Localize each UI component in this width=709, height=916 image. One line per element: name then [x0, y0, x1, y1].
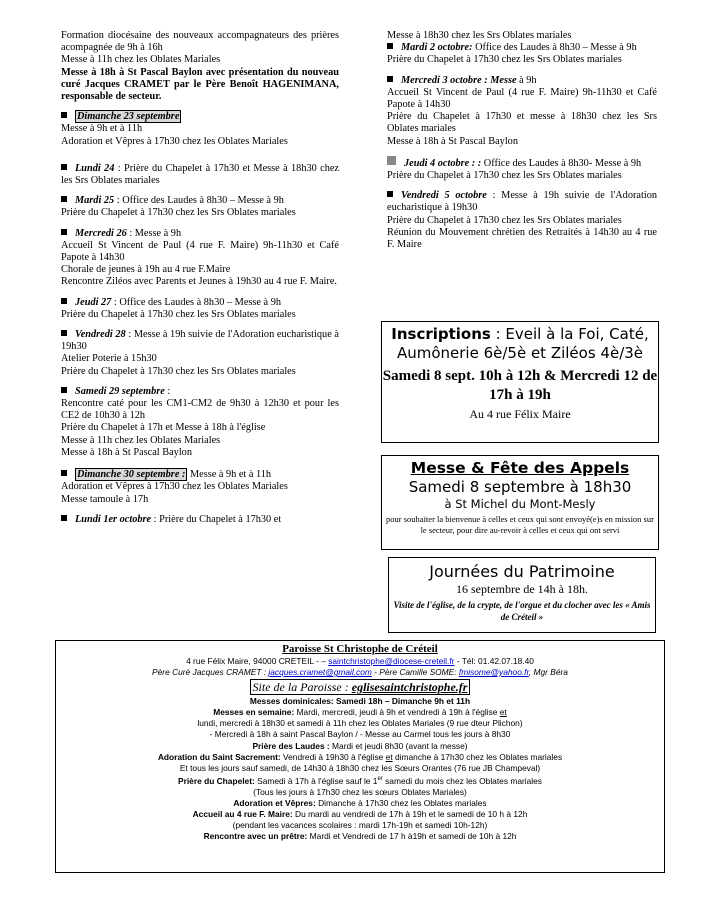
day-sunday-23: Dimanche 23 septembre — [61, 111, 339, 123]
right-column — [387, 30, 657, 251]
patrimoine-date: 16 septembre de 14h à 18h. — [456, 582, 588, 596]
saturday-29-line-4: Messe à 11h chez les Oblates Mariales — [61, 434, 221, 446]
day-thursday-27: Jeudi 27 : Office des Laudes à 8h30 – Messe à 9h — [61, 297, 339, 309]
footer-vepres: Adoration et Vêpres: Dimanche à 17h30 chez les Oblates mariales — [233, 797, 487, 808]
messe-appels-box — [381, 455, 659, 550]
day-saturday-29: Samedi 29 septembre : — [61, 386, 339, 398]
footer-week-masses: Messes en semaine: Mardi, mercredi, jeudi à 9h et vendredi à 19h à l'église et — [213, 707, 507, 718]
footer-adoration: Adoration du Saint Sacrement: Vendredi à 19h30 à l'église et dimanche à 17h30 chez les Oblates mariales — [157, 751, 563, 762]
wednesday-3-line-3: Prière du Chapelet à 17h30 et messe à 18h30 chez les Srs Oblates mariales — [387, 111, 657, 135]
day-tuesday-2: Mardi 2 octobre: Office des Laudes à 8h30 – Messe à 9h — [387, 42, 657, 54]
bullet-square-icon — [387, 156, 396, 165]
footer-chapelet: Prière du Chapelet: Samedi à 17h à l'église sauf le 1er samedi du mois chez les Oblates mariales — [178, 775, 542, 786]
footer-adoration-2: Et tous les jours sauf samedi, de 14h30 à 18h30 chez les Sœurs Orantes (76 rue JB Champeval) — [179, 762, 541, 773]
footer-laudes: Prière des Laudes : Mardi et jeudi 8h30 (avant la messe) — [252, 740, 468, 751]
inscriptions-dates: Samedi 8 sept. 10h à 12h & Mercredi 12 de 17h à 19h — [382, 368, 658, 403]
day-friday-28: Vendredi 28 : Messe à 19h suivie de l'Adoration eucharistique à 19h30 — [61, 329, 339, 353]
patrimoine-description: Visite de l'église, de la crypte, de l'orgue et du clocher avec les « Amis de Créteil » — [393, 600, 651, 622]
sunday-30-line-2: Adoration et Vêpres à 17h30 chez les Oblates Mariales — [61, 481, 288, 493]
day-monday-1: Lundi 1er octobre : Prière du Chapelet à 17h30 et — [61, 514, 339, 526]
wednesday-26-line-2: Accueil St Vincent de Paul (4 rue F. Maire) 9h-11h30 et Café Papote à 14h30 — [61, 239, 339, 264]
saturday-29-line-2: Rencontre caté pour les CM1-CM2 de 9h30 à 12h30 et pour les CE2 de 10h30 à 12h — [61, 398, 339, 422]
camille-email-link[interactable]: fmisome@yahoo.fr — [458, 667, 529, 678]
sunday-30-line-3: Messe tamoule à 17h — [61, 493, 149, 505]
bullet-square-icon — [387, 191, 393, 197]
wednesday-3-line-4: Messe à 18h à St Pascal Baylon — [387, 135, 518, 147]
intro-line-1: Formation diocésaine des nouveaux accompagnateurs des prières acompagnée de 9h à 16h — [61, 30, 339, 54]
wednesday-26-line-4: Rencontre Ziléos avec Parents et Jeunes à 19h30 au 4 rue F. Maire. — [61, 276, 337, 288]
bullet-square-icon — [61, 196, 67, 202]
day-wednesday-26: Mercredi 26 : Messe à 9h — [61, 228, 339, 240]
bullet-square-icon — [61, 229, 67, 235]
bullet-square-icon — [61, 164, 67, 170]
bullet-square-icon — [61, 515, 67, 521]
left-column — [61, 30, 339, 526]
sunday-23-line-1: Messe à 9h et à 11h — [61, 123, 143, 135]
bullet-square-icon — [61, 387, 67, 393]
footer-week-masses-2: lundi, mercredi à 18h30 et samedi à 11h chez les Oblates Mariales (9 rue dteur Plichon) — [197, 718, 523, 729]
parish-website-link[interactable]: eglisesaintchristophe.fr — [351, 680, 468, 695]
footer-chapelet-2: (Tous les jours à 17h30 chez les sœurs Oblates Mariales) — [253, 786, 467, 797]
messe-appels-place: à St Michel du Mont-Mesly — [444, 497, 596, 511]
sunday-23-line-2: Adoration et Vêpres à 17h30 chez les Oblates Mariales — [61, 135, 288, 147]
day-friday-5: Vendredi 5 octobre : Messe à 19h suivie de l'Adoration eucharistique à 19h30 — [387, 190, 657, 214]
day-tuesday-25: Mardi 25 : Office des Laudes à 8h30 – Messe à 9h — [61, 195, 339, 207]
bullet-square-icon — [61, 298, 67, 304]
thursday-4-line-2: Prière du Chapelet à 17h30 chez les Srs Oblates mariales — [387, 170, 622, 182]
footer-week-masses-3: - Mercredi à 18h à saint Pascal Baylon / - Messe au Carmel tous les jours à 8h30 — [209, 729, 511, 740]
bullet-square-icon — [387, 43, 393, 49]
parish-footer — [55, 640, 665, 873]
patrimoine-box — [388, 557, 656, 633]
bullet-square-icon — [61, 112, 67, 118]
footer-accueil-2: (pendant les vacances scolaires : mardi 17h-19h et samedi 10h-12h) — [232, 820, 488, 831]
bullet-square-icon — [61, 330, 67, 336]
day-monday-24: Lundi 24 : Prière du Chapelet à 17h30 et Messe à 18h30 chez les Srs Oblates mariales — [61, 162, 339, 187]
day-wednesday-3: Mercredi 3 octobre : Messe à 9h — [387, 75, 657, 87]
messe-appels-description: pour souhaiter la bienvenue à celles et ceux qui sont envoyé(e)s en mission sur le secteur, pour dire au-revoir à celles et ceux qui ont servi — [386, 514, 654, 535]
friday-5-line-2: Prière du Chapelet à 17h30 chez les Srs Oblates mariales — [387, 214, 622, 226]
inscriptions-title: Inscriptions : Eveil à la Foi, Caté, Aumônerie 6è/5è et Ziléos 4è/3è — [391, 325, 649, 362]
saturday-29-line-5: Messe à 18h à St Pascal Baylon — [61, 446, 192, 458]
inscriptions-place: Au 4 rue Félix Maire — [469, 407, 571, 421]
footer-title: Paroisse St Christophe de Créteil — [282, 643, 438, 655]
intro-line-2: Messe à 11h chez les Oblates Mariales — [61, 54, 221, 66]
bullet-square-icon — [387, 76, 393, 82]
friday-28-line-2: Atelier Poterie à 15h30 — [61, 353, 157, 365]
messe-appels-date: Samedi 8 septembre à 18h30 — [408, 478, 632, 496]
friday-28-line-3: Prière du Chapelet à 17h30 chez les Srs Oblates mariales — [61, 365, 296, 377]
monday-1-continuation: Messe à 18h30 chez les Srs Oblates mariales — [387, 30, 572, 41]
footer-priests-line: Père Curé Jacques CRAMET : jacques.cramet@gmail.com - Père Camille SOME: fmisome@yahoo.fr, Mgr Béra — [152, 667, 568, 678]
footer-rencontre: Rencontre avec un prêtre: Mardi et Vendredi de 17 h à19h et samedi de 10h à 12h — [203, 831, 517, 842]
patrimoine-title: Journées du Patrimoine — [429, 562, 615, 581]
tuesday-2-line-2: Prière du Chapelet à 17h30 chez les Srs Oblates mariales — [387, 54, 622, 66]
day-thursday-4: Jeudi 4 octobre : : Office des Laudes à 8h30- Messe à 9h — [387, 156, 657, 170]
parish-email-link[interactable]: saintchristophe@diocese-creteil.fr — [328, 656, 455, 666]
intro-line-3: Messe à 18h à St Pascal Baylon avec présentation du nouveau curé Jacques CRAMET par le Père Benoît HAGENIMANA, responsable de secteur. — [61, 66, 339, 103]
day-sunday-30: Dimanche 30 septembre : Messe à 9h et à 11h — [61, 469, 339, 481]
saturday-29-line-3: Prière du Chapelet à 17h et Messe à 18h à l'église — [61, 422, 266, 434]
messe-appels-title: Messe & Fête des Appels — [410, 459, 630, 477]
bullet-square-icon — [61, 470, 67, 476]
parish-website: Site de la Paroisse : eglisesaintchristophe.fr — [250, 679, 471, 695]
tuesday-25-line-2: Prière du Chapelet à 17h30 chez les Srs Oblates mariales — [61, 207, 296, 219]
wednesday-3-line-2: Accueil St Vincent de Paul (4 rue F. Maire) 9h-11h30 et Café Papote à 14h30 — [387, 86, 657, 111]
footer-sunday-masses: Messes dominicales: Samedi 18h – Dimanche 9h et 11h — [249, 696, 471, 707]
wednesday-26-line-3: Chorale de jeunes à 19h au 4 rue F.Maire — [61, 264, 231, 276]
thursday-27-line-2: Prière du Chapelet à 17h30 chez les Srs Oblates mariales — [61, 308, 296, 320]
footer-accueil: Accueil au 4 rue F. Maire: Du mardi au vendredi de 17h à 19h et le samedi de 10 h à 12h — [192, 808, 528, 819]
cure-email-link[interactable]: jacques.cramet@gmail.com — [268, 667, 372, 678]
inscriptions-box — [381, 321, 659, 443]
footer-address-line: 4 rue Félix Maire, 94000 CRETEIL - – saintchristophe@diocese-creteil.fr - Tél: 01.42.07.18.40 — [186, 656, 534, 666]
friday-5-line-3: Réunion du Mouvement chrétien des Retraités à 14h30 au 4 rue F. Maire — [387, 226, 657, 251]
